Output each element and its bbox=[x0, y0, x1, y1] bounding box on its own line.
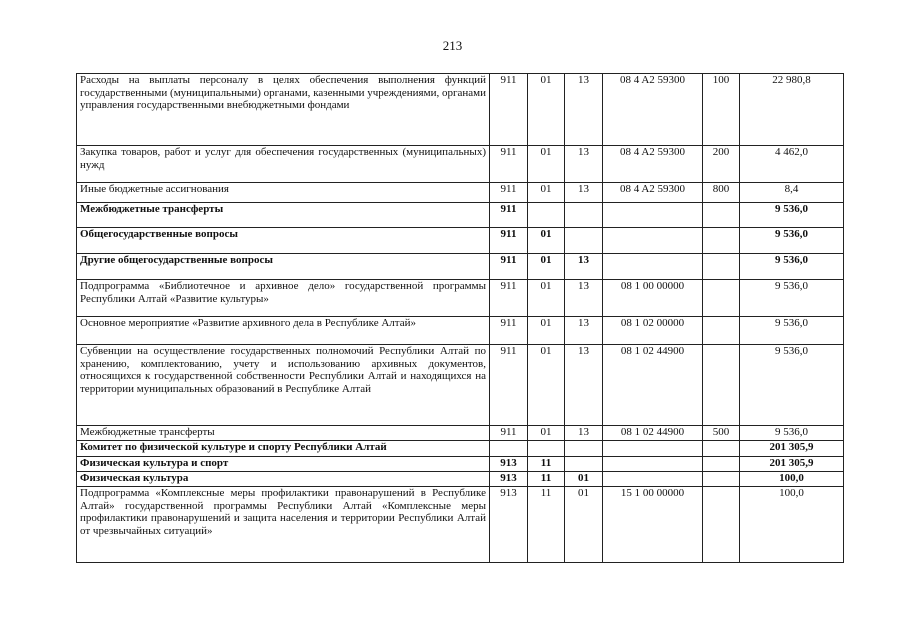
row-ved-code: 911 bbox=[490, 228, 528, 254]
row-section-code: 01 bbox=[528, 146, 565, 183]
table-row bbox=[77, 74, 844, 146]
row-name: Комитет по физической культуре и спорту Республики Алтай bbox=[77, 441, 490, 457]
row-section-code: 01 bbox=[528, 254, 565, 280]
row-ved-code: 911 bbox=[490, 203, 528, 228]
row-subsection-code bbox=[565, 203, 603, 228]
row-section-code: 01 bbox=[528, 426, 565, 441]
table-row bbox=[77, 487, 844, 563]
row-ved-code bbox=[490, 441, 528, 457]
row-target-article: 08 1 02 00000 bbox=[603, 317, 703, 345]
row-section-code: 11 bbox=[528, 457, 565, 472]
row-target-article bbox=[603, 457, 703, 472]
table-body bbox=[77, 74, 844, 563]
row-amount: 9 536,0 bbox=[740, 280, 844, 317]
row-section-code: 01 bbox=[528, 74, 565, 146]
row-name: Межбюджетные трансферты bbox=[77, 426, 490, 441]
row-expense-type: 100 bbox=[703, 74, 740, 146]
row-section-code: 11 bbox=[528, 472, 565, 487]
row-target-article bbox=[603, 228, 703, 254]
row-ved-code: 911 bbox=[490, 254, 528, 280]
row-subsection-code: 13 bbox=[565, 280, 603, 317]
row-name: Расходы на выплаты персоналу в целях обеспечения выполнения функций государственными (муниципальными) органами, казенными учреждениями, органами управления государственными внебюджетными фондами bbox=[77, 74, 490, 146]
row-expense-type bbox=[703, 487, 740, 563]
table-row bbox=[77, 146, 844, 183]
row-expense-type bbox=[703, 254, 740, 280]
row-subsection-code bbox=[565, 441, 603, 457]
table-row bbox=[77, 441, 844, 457]
table-row bbox=[77, 426, 844, 441]
row-target-article: 08 4 A2 59300 bbox=[603, 146, 703, 183]
row-target-article bbox=[603, 203, 703, 228]
row-amount: 201 305,9 bbox=[740, 441, 844, 457]
row-expense-type: 500 bbox=[703, 426, 740, 441]
row-subsection-code: 13 bbox=[565, 317, 603, 345]
row-subsection-code: 13 bbox=[565, 426, 603, 441]
row-subsection-code: 13 bbox=[565, 254, 603, 280]
row-ved-code: 911 bbox=[490, 280, 528, 317]
row-section-code: 01 bbox=[528, 345, 565, 426]
row-subsection-code: 13 bbox=[565, 74, 603, 146]
table-row bbox=[77, 183, 844, 203]
row-amount: 100,0 bbox=[740, 487, 844, 563]
row-ved-code: 911 bbox=[490, 426, 528, 441]
row-amount: 9 536,0 bbox=[740, 228, 844, 254]
row-section-code: 01 bbox=[528, 228, 565, 254]
row-target-article bbox=[603, 254, 703, 280]
row-name: Физическая культура bbox=[77, 472, 490, 487]
row-expense-type bbox=[703, 441, 740, 457]
row-amount: 9 536,0 bbox=[740, 317, 844, 345]
row-target-article bbox=[603, 441, 703, 457]
row-amount: 9 536,0 bbox=[740, 345, 844, 426]
row-subsection-code: 13 bbox=[565, 183, 603, 203]
row-target-article: 08 4 A2 59300 bbox=[603, 183, 703, 203]
row-expense-type bbox=[703, 280, 740, 317]
row-amount: 9 536,0 bbox=[740, 254, 844, 280]
row-ved-code: 911 bbox=[490, 146, 528, 183]
page-number: 213 bbox=[442, 38, 463, 53]
row-subsection-code bbox=[565, 457, 603, 472]
table-row bbox=[77, 228, 844, 254]
row-name: Подпрограмма «Комплексные меры профилактики правонарушений в Республике Алтай» государственной программы Республики Алтай «Комплексные меры профилактики правонарушений и защита населения и территории Республики Алтай от чрезвычайных ситуаций» bbox=[77, 487, 490, 563]
row-expense-type bbox=[703, 228, 740, 254]
row-expense-type bbox=[703, 457, 740, 472]
row-section-code: 01 bbox=[528, 317, 565, 345]
row-subsection-code: 01 bbox=[565, 472, 603, 487]
table-row bbox=[77, 345, 844, 426]
row-amount: 9 536,0 bbox=[740, 426, 844, 441]
row-expense-type: 200 bbox=[703, 146, 740, 183]
row-name: Иные бюджетные ассигнования bbox=[77, 183, 490, 203]
row-section-code: 01 bbox=[528, 280, 565, 317]
row-subsection-code: 01 bbox=[565, 487, 603, 563]
row-target-article: 15 1 00 00000 bbox=[603, 487, 703, 563]
row-name: Подпрограмма «Библиотечное и архивное дело» государственной программы Республики Алтай «Развитие культуры» bbox=[77, 280, 490, 317]
row-expense-type bbox=[703, 472, 740, 487]
row-name: Межбюджетные трансферты bbox=[77, 203, 490, 228]
row-section-code bbox=[528, 203, 565, 228]
row-expense-type bbox=[703, 317, 740, 345]
row-amount: 100,0 bbox=[740, 472, 844, 487]
row-ved-code: 911 bbox=[490, 317, 528, 345]
table-row bbox=[77, 203, 844, 228]
row-subsection-code bbox=[565, 228, 603, 254]
row-expense-type: 800 bbox=[703, 183, 740, 203]
row-name: Основное мероприятие «Развитие архивного дела в Республике Алтай» bbox=[77, 317, 490, 345]
table-row bbox=[77, 280, 844, 317]
row-target-article: 08 1 00 00000 bbox=[603, 280, 703, 317]
row-target-article: 08 1 02 44900 bbox=[603, 426, 703, 441]
table-row bbox=[77, 457, 844, 472]
row-name: Другие общегосударственные вопросы bbox=[77, 254, 490, 280]
row-expense-type bbox=[703, 203, 740, 228]
row-ved-code: 913 bbox=[490, 487, 528, 563]
budget-table bbox=[76, 73, 844, 563]
row-ved-code: 911 bbox=[490, 74, 528, 146]
row-target-article: 08 1 02 44900 bbox=[603, 345, 703, 426]
row-ved-code: 911 bbox=[490, 183, 528, 203]
row-expense-type bbox=[703, 345, 740, 426]
row-amount: 201 305,9 bbox=[740, 457, 844, 472]
row-section-code bbox=[528, 441, 565, 457]
row-amount: 22 980,8 bbox=[740, 74, 844, 146]
row-name: Закупка товаров, работ и услуг для обеспечения государственных (муниципальных) нужд bbox=[77, 146, 490, 183]
row-amount: 9 536,0 bbox=[740, 203, 844, 228]
row-subsection-code: 13 bbox=[565, 146, 603, 183]
row-ved-code: 913 bbox=[490, 472, 528, 487]
row-name: Субвенции на осуществление государственных полномочий Республики Алтай по хранению, комплектованию, учету и использованию архивных документов, относящихся к государственной собственности Республики Алтай и находящихся на территории муниципальных образований в Республике Алтай bbox=[77, 345, 490, 426]
row-ved-code: 913 bbox=[490, 457, 528, 472]
table-row bbox=[77, 472, 844, 487]
row-name: Физическая культура и спорт bbox=[77, 457, 490, 472]
row-target-article bbox=[603, 472, 703, 487]
row-target-article: 08 4 A2 59300 bbox=[603, 74, 703, 146]
row-section-code: 01 bbox=[528, 183, 565, 203]
row-amount: 8,4 bbox=[740, 183, 844, 203]
row-ved-code: 911 bbox=[490, 345, 528, 426]
row-amount: 4 462,0 bbox=[740, 146, 844, 183]
table-row bbox=[77, 254, 844, 280]
row-name: Общегосударственные вопросы bbox=[77, 228, 490, 254]
row-subsection-code: 13 bbox=[565, 345, 603, 426]
row-section-code: 11 bbox=[528, 487, 565, 563]
table-row bbox=[77, 317, 844, 345]
